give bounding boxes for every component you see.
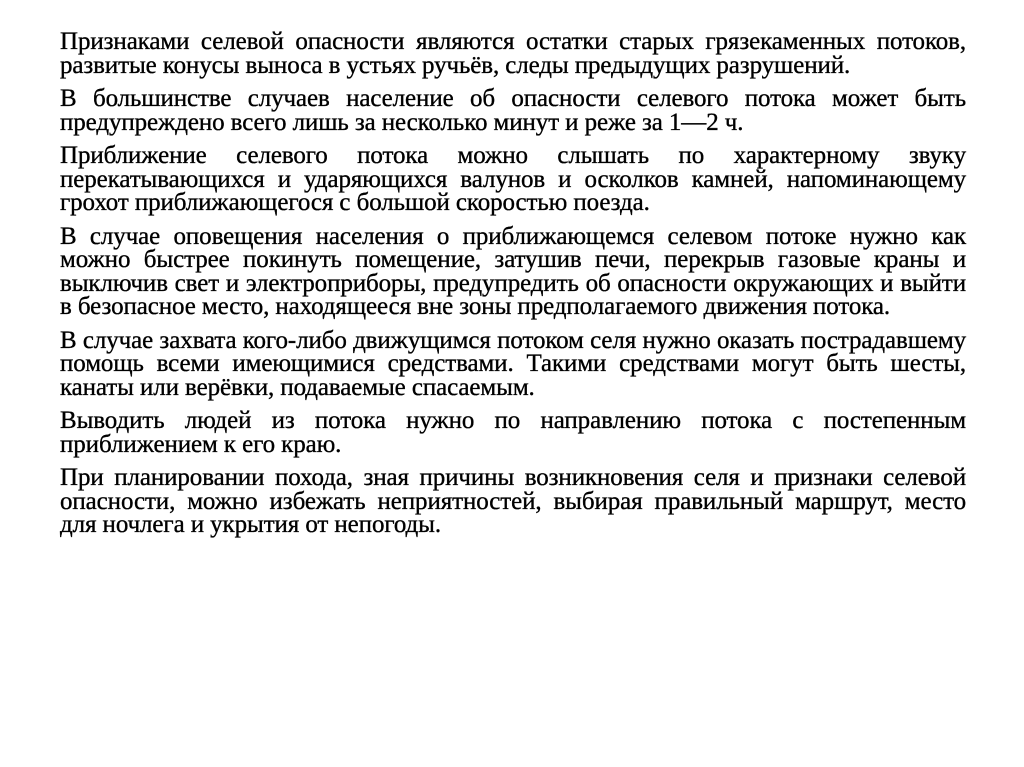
paragraph-warning-signs: Признаками селевой опасности являются остатки старых грязекаменных потоков, развитые конусы выноса в устьях ручьёв, следы предыдущих разрушений. bbox=[60, 28, 966, 79]
paragraph-sound-of-flow: Приближение селевого потока можно слышать по характерному звуку перекатывающихся и ударяющихся валунов и осколков камней, напоминающему грохот приближающегося с большой скоростью поезда. bbox=[60, 142, 966, 216]
slide-text-body bbox=[60, 30, 966, 537]
paragraph-warning-time: В большинстве случаев население об опасности селевого потока может быть предупреждено всего лишь за несколько минут и реже за 1—2 ч. bbox=[60, 85, 966, 136]
paragraph-evacuation-actions: В случае оповещения населения о приближающемся селевом потоке нужно как можно быстрее покинуть помещение, затушив печи, перекрыв газовые краны и выключив свет и электроприборы, предупредить об опасности окружающих и выйти в безопасное место, находящееся вне зоны предполагаемого движения потока. bbox=[60, 222, 966, 320]
paragraph-rescue-help: В случае захвата кого-либо движущимся потоком селя нужно оказать пострадавшему помощь всеми имеющимися средствами. Такими средствами могут быть шесты, канаты или верёвки, подаваемые спасаемым. bbox=[60, 326, 966, 401]
paragraph-hike-planning: При планировании похода, зная причины возникновения селя и признаки селевой опасности, можно избежать неприятностей, выбирая правильный маршрут, место для ночлега и укрытия от непогоды. bbox=[60, 464, 966, 538]
paragraph-exit-direction: Выводить людей из потока нужно по направлению потока с постепенным приближением к его краю. bbox=[60, 407, 966, 458]
